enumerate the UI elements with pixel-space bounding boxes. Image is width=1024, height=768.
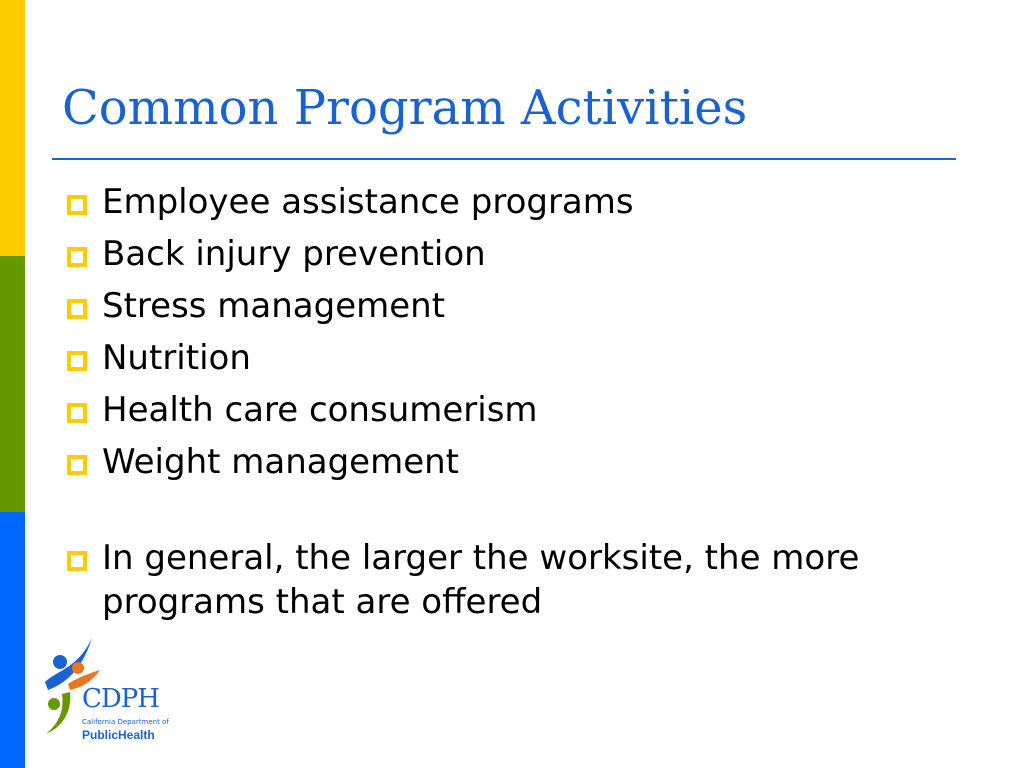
cdph-logo: [40, 630, 185, 748]
list-item: [62, 232, 962, 276]
square-bullet-icon: [67, 299, 87, 319]
logo-department: California Department of: [82, 718, 169, 726]
side-stripe-yellow: [0, 0, 25, 256]
list-item-text: Stress management: [102, 286, 446, 326]
logo-brand-health: Health: [118, 728, 155, 742]
square-bullet-icon: [67, 351, 87, 371]
square-bullet-icon: [67, 247, 87, 267]
list-item-text: Nutrition: [102, 338, 251, 378]
square-bullet-icon: [67, 403, 87, 423]
side-stripe-green: [0, 256, 25, 512]
list-item: [62, 180, 962, 224]
logo-acronym: CDPH: [82, 684, 159, 714]
square-bullet-icon: [67, 455, 87, 475]
summary-note-text: In general, the larger the worksite, the more programs that are offered: [102, 538, 860, 622]
square-bullet-icon: [67, 195, 87, 215]
list-item: [62, 336, 962, 380]
title-divider: [52, 158, 956, 160]
logo-brand: [82, 728, 155, 742]
list-item: [62, 284, 962, 328]
list-item-text: Employee assistance programs: [102, 182, 634, 222]
square-bullet-icon: [67, 551, 87, 571]
list-item-text: Back injury prevention: [102, 234, 486, 274]
summary-note: [62, 536, 962, 624]
list-item: [62, 440, 962, 484]
list-item: [62, 388, 962, 432]
list-item-text: Weight management: [102, 442, 460, 482]
bullet-list: [62, 180, 962, 632]
list-item-text: Health care consumerism: [102, 390, 538, 430]
slide-title: Common Program Activities: [62, 80, 748, 136]
logo-brand-public: Public: [82, 728, 119, 742]
side-stripe-blue: [0, 512, 25, 768]
